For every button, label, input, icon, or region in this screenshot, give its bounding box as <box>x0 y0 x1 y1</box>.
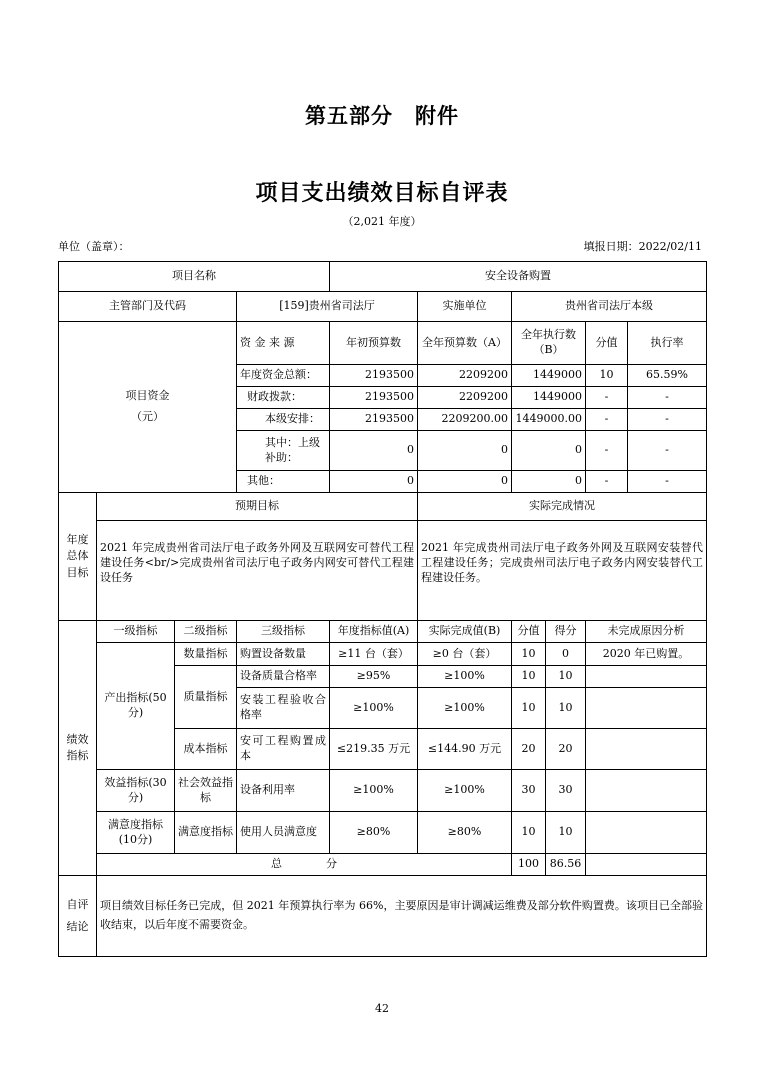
funds-score-value: - <box>586 387 628 409</box>
indicator-score: 20 <box>546 729 586 770</box>
implementing-unit-label: 实施单位 <box>418 292 512 322</box>
unit-stamp-label: 单位（盖章）： <box>58 240 130 253</box>
funds-score-value: - <box>586 431 628 471</box>
total-label: 总 分 <box>97 854 512 876</box>
funds-header-row <box>59 322 707 365</box>
funds-score-value: - <box>586 409 628 431</box>
reason-text <box>586 770 707 812</box>
total-score-value: 100 <box>512 854 546 876</box>
indicator-score: 10 <box>546 688 586 729</box>
total-empty-cell <box>586 854 707 876</box>
target-value: ≥80% <box>330 812 418 854</box>
annual-goal-label: 年度总体目标 <box>59 493 97 621</box>
funds-initial-header: 年初预算数 <box>330 322 418 365</box>
indicator-score-value: 30 <box>512 770 546 812</box>
funds-source: 其中：上级补助： <box>237 431 330 471</box>
funds-source-header: 资 金 来 源 <box>237 322 330 365</box>
conclusion-row <box>59 876 707 957</box>
funds-source: 年度资金总额： <box>237 365 330 387</box>
report-year: （2,021 年度） <box>342 215 422 228</box>
funds-annual: 2209200 <box>418 387 512 409</box>
funds-executed: 1449000 <box>512 365 586 387</box>
actual-value: ≥100% <box>418 666 512 688</box>
reason-text <box>586 812 707 854</box>
indicator-score: 10 <box>546 812 586 854</box>
funds-exec-rate: - <box>628 431 707 471</box>
expected-goal-text: 2021 年完成贵州省司法厅电子政务外网及互联网安可替代工程建设任务<br/>完成贵州省司法厅电子政务内网安可替代工程建设任务 <box>97 521 418 621</box>
reason-text: 2020 年已购置。 <box>586 643 707 666</box>
indicator-score-value: 10 <box>512 643 546 666</box>
funds-exec-rate: - <box>628 471 707 493</box>
form-title: 项目支出绩效目标自评表 <box>255 181 509 206</box>
output-indicator-group: 产出指标(50分) <box>97 643 175 770</box>
level2-indicator: 成本指标 <box>175 729 237 770</box>
funds-initial: 2193500 <box>330 365 418 387</box>
project-name-row <box>59 262 707 292</box>
indicator-row <box>59 812 707 854</box>
fill-date: 填报日期：2022/02/11 <box>583 240 702 253</box>
actual-value: ≥100% <box>418 688 512 729</box>
indicator-row <box>59 643 707 666</box>
funds-annual: 0 <box>418 431 512 471</box>
funds-initial: 0 <box>330 431 418 471</box>
indicator-score-value: 10 <box>512 666 546 688</box>
funds-initial: 2193500 <box>330 409 418 431</box>
target-value-header: 年度指标值(A) <box>330 621 418 643</box>
indicator-score-header: 得分 <box>546 621 586 643</box>
funds-executed-header: 全年执行数（B） <box>512 322 586 365</box>
indicator-score: 10 <box>546 666 586 688</box>
project-name-label: 项目名称 <box>59 262 330 292</box>
level3-header: 三级指标 <box>237 621 330 643</box>
goals-header-row <box>59 493 707 521</box>
self-evaluation-conclusion-text: 项目绩效目标任务已完成，但 2021 年预算执行率为 66%，主要原因是审计调减运维费及部分软件购置费。该项目已全部验收结束，以后年度不需要资金。 <box>97 876 707 957</box>
actual-value: ≤144.90 万元 <box>418 729 512 770</box>
funds-annual: 2209200 <box>418 365 512 387</box>
reason-header: 未完成原因分析 <box>586 621 707 643</box>
indicator-score: 0 <box>546 643 586 666</box>
indicator-score-value: 10 <box>512 688 546 729</box>
actual-value: ≥0 台（套） <box>418 643 512 666</box>
total-row <box>59 854 707 876</box>
funds-annual: 0 <box>418 471 512 493</box>
indicator-score: 30 <box>546 770 586 812</box>
funds-source: 其他： <box>237 471 330 493</box>
funds-executed: 1449000 <box>512 387 586 409</box>
funds-executed: 0 <box>512 431 586 471</box>
indicator-score-value: 20 <box>512 729 546 770</box>
funds-score-value-header: 分值 <box>586 322 628 365</box>
indicators-header-row <box>59 621 707 643</box>
funds-score-value: - <box>586 471 628 493</box>
funds-exec-rate: 65.59% <box>628 365 707 387</box>
funds-score-value: 10 <box>586 365 628 387</box>
actual-completion-header: 实际完成情况 <box>418 493 707 521</box>
indicator-score-value-header: 分值 <box>512 621 546 643</box>
benefit-indicator-group: 效益指标(30分) <box>97 770 175 812</box>
department-value: [159]贵州省司法厅 <box>237 292 418 322</box>
actual-value: ≥100% <box>418 770 512 812</box>
project-funds-title: 项目资金 <box>125 389 170 403</box>
satisfaction-indicator-group: 满意度指标(10分) <box>97 812 175 854</box>
level1-header: 一级指标 <box>97 621 175 643</box>
funds-source: 本级安排： <box>237 409 330 431</box>
target-value: ≥100% <box>330 770 418 812</box>
self-evaluation-conclusion-label: 自评结论 <box>59 876 97 957</box>
level3-indicator: 设备利用率 <box>237 770 330 812</box>
funds-initial: 2193500 <box>330 387 418 409</box>
actual-completion-text: 2021 年完成贵州司法厅电子政务外网及互联网安装替代工程建设任务；完成贵州司法厅电子政务内网安装替代工程建设任务。 <box>418 521 707 621</box>
funds-executed: 1449000.00 <box>512 409 586 431</box>
funds-initial: 0 <box>330 471 418 493</box>
target-value: ≥11 台（套） <box>330 643 418 666</box>
part-title: 第五部分 附件 <box>305 104 459 128</box>
target-value: ≤219.35 万元 <box>330 729 418 770</box>
implementing-unit-value: 贵州省司法厅本级 <box>512 292 707 322</box>
level2-indicator: 满意度指标 <box>175 812 237 854</box>
goals-content-row <box>59 521 707 621</box>
level2-header: 二级指标 <box>175 621 237 643</box>
actual-value-header: 实际完成值(B) <box>418 621 512 643</box>
project-funds-label <box>59 322 237 493</box>
reason-text <box>586 729 707 770</box>
funds-exec-rate: - <box>628 387 707 409</box>
project-name-value: 安全设备购置 <box>330 262 707 292</box>
department-label: 主管部门及代码 <box>59 292 237 322</box>
level3-indicator: 安可工程购置成本 <box>237 729 330 770</box>
funds-annual: 2209200.00 <box>418 409 512 431</box>
reason-text <box>586 666 707 688</box>
reason-text <box>586 688 707 729</box>
target-value: ≥100% <box>330 688 418 729</box>
funds-exec-rate-header: 执行率 <box>628 322 707 365</box>
level2-indicator: 质量指标 <box>175 666 237 729</box>
funds-source: 财政拨款： <box>237 387 330 409</box>
level2-indicator: 数量指标 <box>175 643 237 666</box>
funds-annual-header: 全年预算数（A） <box>418 322 512 365</box>
self-evaluation-table <box>58 261 707 957</box>
target-value: ≥95% <box>330 666 418 688</box>
funds-executed: 0 <box>512 471 586 493</box>
indicator-score-value: 10 <box>512 812 546 854</box>
page-number: 42 <box>375 1002 389 1015</box>
level2-indicator: 社会效益指标 <box>175 770 237 812</box>
performance-indicator-label: 绩效指标 <box>59 621 97 876</box>
level3-indicator: 设备质量合格率 <box>237 666 330 688</box>
total-score: 86.56 <box>546 854 586 876</box>
department-row <box>59 292 707 322</box>
level3-indicator: 购置设备数量 <box>237 643 330 666</box>
actual-value: ≥80% <box>418 812 512 854</box>
project-funds-unit: （元） <box>131 410 164 423</box>
expected-goal-header: 预期目标 <box>97 493 418 521</box>
funds-exec-rate: - <box>628 409 707 431</box>
level3-indicator: 安装工程验收合格率 <box>237 688 330 729</box>
indicator-row <box>59 770 707 812</box>
level3-indicator: 使用人员满意度 <box>237 812 330 854</box>
